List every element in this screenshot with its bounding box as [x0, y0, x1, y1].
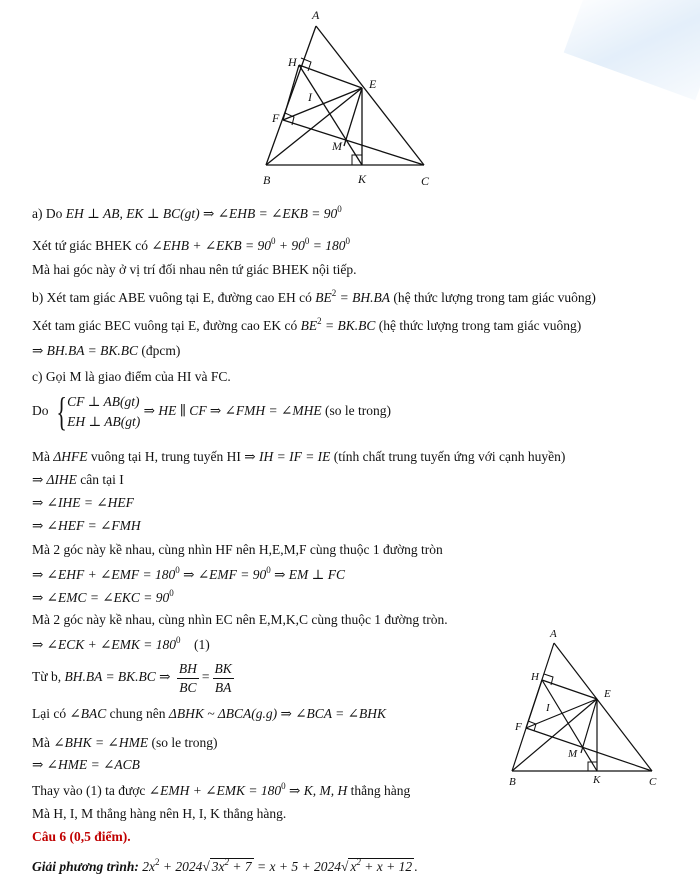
fraction-bh-bc: $\frac{BH}{BC}$ [178, 661, 197, 695]
segment-hk [299, 65, 362, 165]
segment-hf [283, 65, 299, 120]
line-16: Mà 2 góc này kề nhau, cùng nhìn EC nên E,M,K,C cùng thuộc 1 đường tròn. [32, 612, 448, 627]
line-23: Mà H, I, M thẳng hàng nên H, I, K thẳng hàng. [32, 806, 287, 821]
fraction-bk-ba: $\frac{BK}{BA}$ [214, 661, 232, 695]
line-8: Do {CF ⊥ AB(gt) EH ⊥ AB(gt) ⇒ HE ∥ CF ⇒ ∠FMH = ∠MHE (so le trong) [32, 389, 391, 434]
label-i: I [308, 90, 312, 104]
label-m: M [332, 139, 342, 153]
line-5: Xét tam giác BEC vuông tại E, đường cao EK có $BE^2 = BK.BC$ (hệ thức lượng trong tam giác vuông) [32, 316, 582, 333]
label-b-2: B [509, 776, 516, 788]
label-b: B [263, 173, 271, 187]
line-9: Mà ΔHFE vuông tại H, trung tuyến HI ⇒ IH = IF = IE (tính chất trung tuyến ứng với cạnh huyền) [32, 449, 566, 464]
line-13: Mà 2 góc này kề nhau, cùng nhìn HF nên H,E,M,F cùng thuộc 1 đường tròn [32, 542, 443, 557]
segment-fe [283, 88, 362, 120]
line-1: a) Do EH ⊥ AB, EK ⊥ BC(gt) ⇒ ∠EHB = ∠EKB = $90^0$ [32, 204, 342, 221]
line-15: ⇒ ∠EMC = ∠EKC = $90^0$ [32, 588, 174, 605]
label-f-2: F [515, 721, 522, 733]
line-20: Mà ∠BHK = ∠HME (so le trong) [32, 735, 218, 750]
question-6-heading: Câu 6 (0,5 điểm). [32, 829, 131, 844]
line-2: Xét tứ giác BHEK có ∠EHB + ∠EKB = $90^0 + 90^0 = 180^0$ [32, 236, 351, 253]
line-14: ⇒ ∠EHF + ∠EMF = $180^0$ ⇒ ∠EMF = $90^0$ ⇒ EM ⊥ FC [32, 565, 345, 582]
line-3: Mà hai góc này ở vị trí đối nhau nên tứ giác BHEK nội tiếp. [32, 262, 357, 277]
label-c: C [421, 174, 430, 188]
label-k: K [358, 172, 367, 186]
line-18: Từ b, BH.BA = BK.BC ⇒ $\frac{BH}{BC}$ = $\frac{BK}{BA}$ [32, 661, 232, 695]
label-e: E [369, 77, 377, 91]
geometry-figure-bottom [500, 625, 670, 795]
line-10: ⇒ ΔIHE cân tại I [32, 472, 124, 487]
corner-decoration [564, 0, 700, 100]
line-11: ⇒ ∠IHE = ∠HEF [32, 495, 134, 510]
label-c-2: C [649, 776, 657, 788]
line-21: ⇒ ∠HME = ∠ACB [32, 757, 140, 772]
line-12: ⇒ ∠HEF = ∠FMH [32, 518, 141, 533]
line-25-equation: Giải phương trình: $2x^2 + 2024√$ $3x^2 + 7 = x + 5 + 2024√$ $x^2 + x + 12$ . [32, 857, 418, 874]
line-19: Lại có ∠BAC chung nên ΔBHK ~ ΔBCA(g.g) ⇒ ∠BCA = ∠BHK [32, 706, 386, 721]
label-i-2: I [546, 702, 550, 714]
geometry-figure-top [255, 5, 445, 190]
label-m-2: M [568, 748, 578, 760]
segment-em [344, 88, 362, 146]
label-h: H [288, 55, 297, 69]
segment-fc [283, 120, 424, 165]
label-a-2: A [550, 628, 557, 640]
line-22: Thay vào (1) ta được ∠EMH + ∠EMK = $180^0$ ⇒ K, M, H thẳng hàng [32, 781, 411, 798]
line-17: ⇒ ∠ECK + ∠EMK = $180^0$ (1) [32, 635, 210, 652]
line-6: ⇒ BH.BA = BK.BC (đpcm) [32, 343, 181, 358]
label-f: F [272, 111, 280, 125]
label-e-2: E [604, 688, 611, 700]
label-k-2: K [593, 774, 601, 786]
label-a: A [312, 8, 320, 22]
line-7: c) Gọi M là giao điểm của HI và FC. [32, 369, 231, 384]
line-4: b) Xét tam giác ABE vuông tại E, đường cao EH có $BE^2 = BH.BA$ (hệ thức lượng trong tam giác vuông) [32, 288, 596, 305]
label-h-2: H [531, 671, 539, 683]
